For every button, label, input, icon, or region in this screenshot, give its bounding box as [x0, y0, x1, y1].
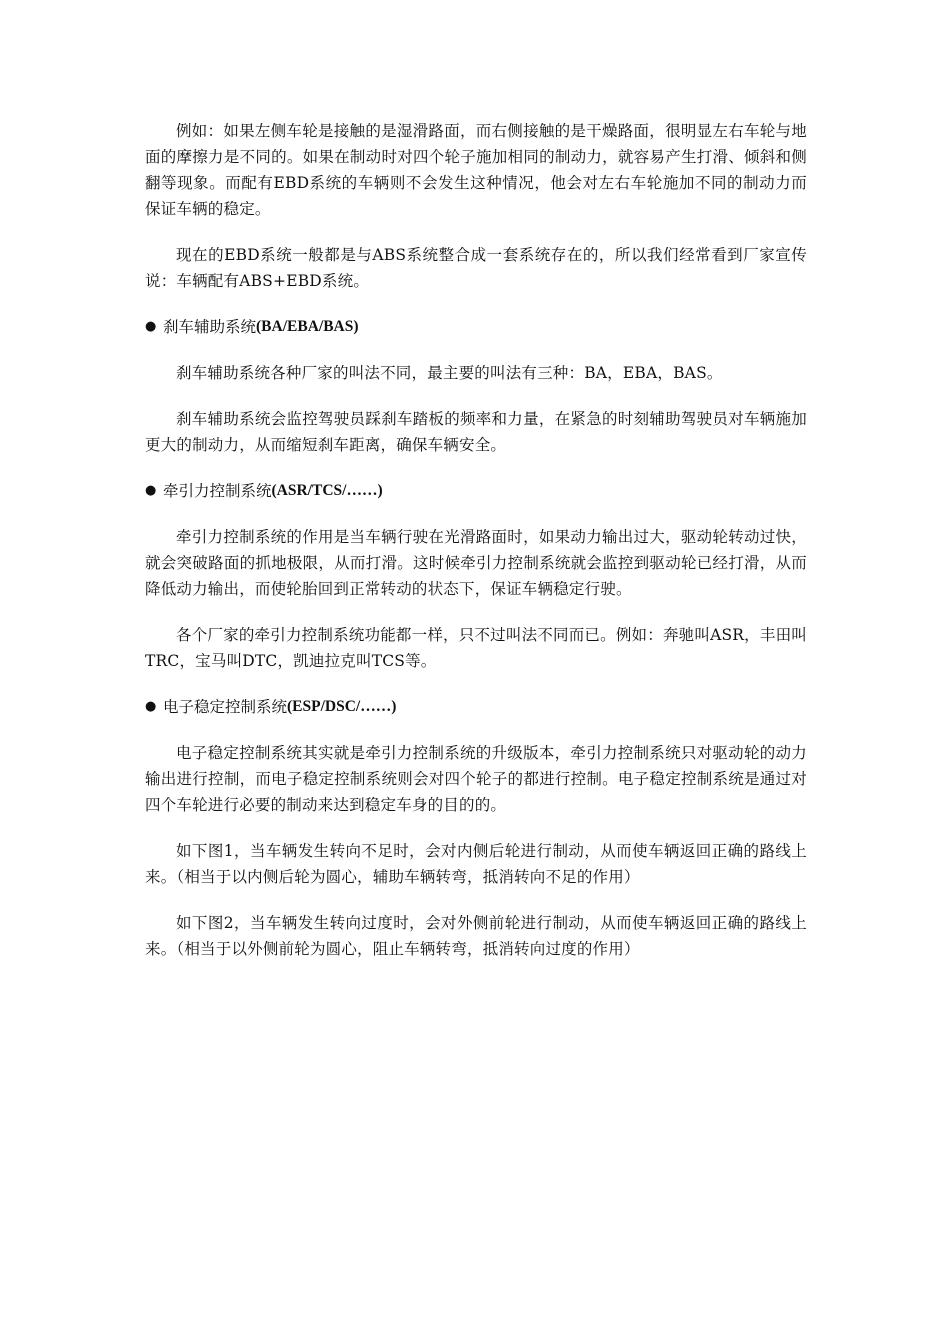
paragraph-oversteer: 如下图2，当车辆发生转向过度时，会对外侧前轮进行制动，从而使车辆返回正确的路线上来。（相当于以外侧前轮为圆心，阻止车辆转弯，抵消转向过度的作用）: [145, 914, 807, 958]
heading-title: 电子稳定控制系统: [163, 698, 288, 716]
heading-title: 牵引力控制系统: [163, 482, 272, 500]
paragraph-traction-names: 各个厂家的牵引力控制系统功能都一样，只不过叫法不同而已。例如：奔驰叫ASR，丰田叫TRC，宝马叫DTC，凯迪拉克叫TCS等。: [145, 626, 807, 670]
heading-code: (ASR/TCS/……): [271, 482, 383, 499]
paragraph-ebd-example: 例如：如果左侧车轮是接触的是湿滑路面，而右侧接触的是干燥路面，很明显左右车轮与地面的摩擦力是不同的。如果在制动时对四个轮子施加相同的制动力，就容易产生打滑、倾斜和侧翻等现象。而配有EBD系统的车辆则不会发生这种情况，他会对左右车轮施加不同的制动力而保证车辆的稳定。: [145, 122, 807, 218]
paragraph-brake-assist-function: 刹车辅助系统会监控驾驶员踩刹车踏板的频率和力量，在紧急的时刻辅助驾驶员对车辆施加更大的制动力，从而缩短刹车距离，确保车辆安全。: [145, 410, 807, 454]
heading-code: (ESP/DSC/……): [287, 698, 397, 715]
heading-code: (BA/EBA/BAS): [256, 318, 359, 335]
paragraph-stability-overview: 电子稳定控制系统其实就是牵引力控制系统的升级版本，牵引力控制系统只对驱动轮的动力输出进行控制，而电子稳定控制系统则会对四个轮子的都进行控制。电子稳定控制系统是通过对四个车轮进行必要的制动来达到稳定车身的目的的。: [145, 744, 807, 814]
section-heading-stability-control: [145, 694, 807, 720]
paragraph-traction-function: 牵引力控制系统的作用是当车辆行驶在光滑路面时，如果动力输出过大，驱动轮转动过快，就会突破路面的抓地极限，从而打滑。这时候牵引力控制系统就会监控到驱动轮已经打滑，从而降低动力输出，而使轮胎回到正常转动的状态下，保证车辆稳定行驶。: [145, 528, 807, 598]
paragraph-brake-assist-names: 刹车辅助系统各种厂家的叫法不同，最主要的叫法有三种：BA，EBA，BAS。: [176, 364, 723, 382]
bullet-icon: ●: [145, 319, 157, 334]
section-heading-brake-assist: [145, 314, 807, 340]
paragraph-understeer: 如下图1，当车辆发生转向不足时，会对内侧后轮进行制动，从而使车辆返回正确的路线上来。（相当于以内侧后轮为圆心，辅助车辆转弯，抵消转向不足的作用）: [145, 842, 807, 886]
section-heading-traction-control: [145, 478, 807, 504]
paragraph-ebd-integration: 现在的EBD系统一般都是与ABS系统整合成一套系统存在的，所以我们经常看到厂家宣传说：车辆配有ABS+EBD系统。: [145, 246, 807, 290]
bullet-icon: ●: [145, 699, 157, 714]
heading-title: 刹车辅助系统: [163, 318, 257, 336]
bullet-icon: ●: [145, 483, 157, 498]
document-page: [145, 118, 807, 982]
